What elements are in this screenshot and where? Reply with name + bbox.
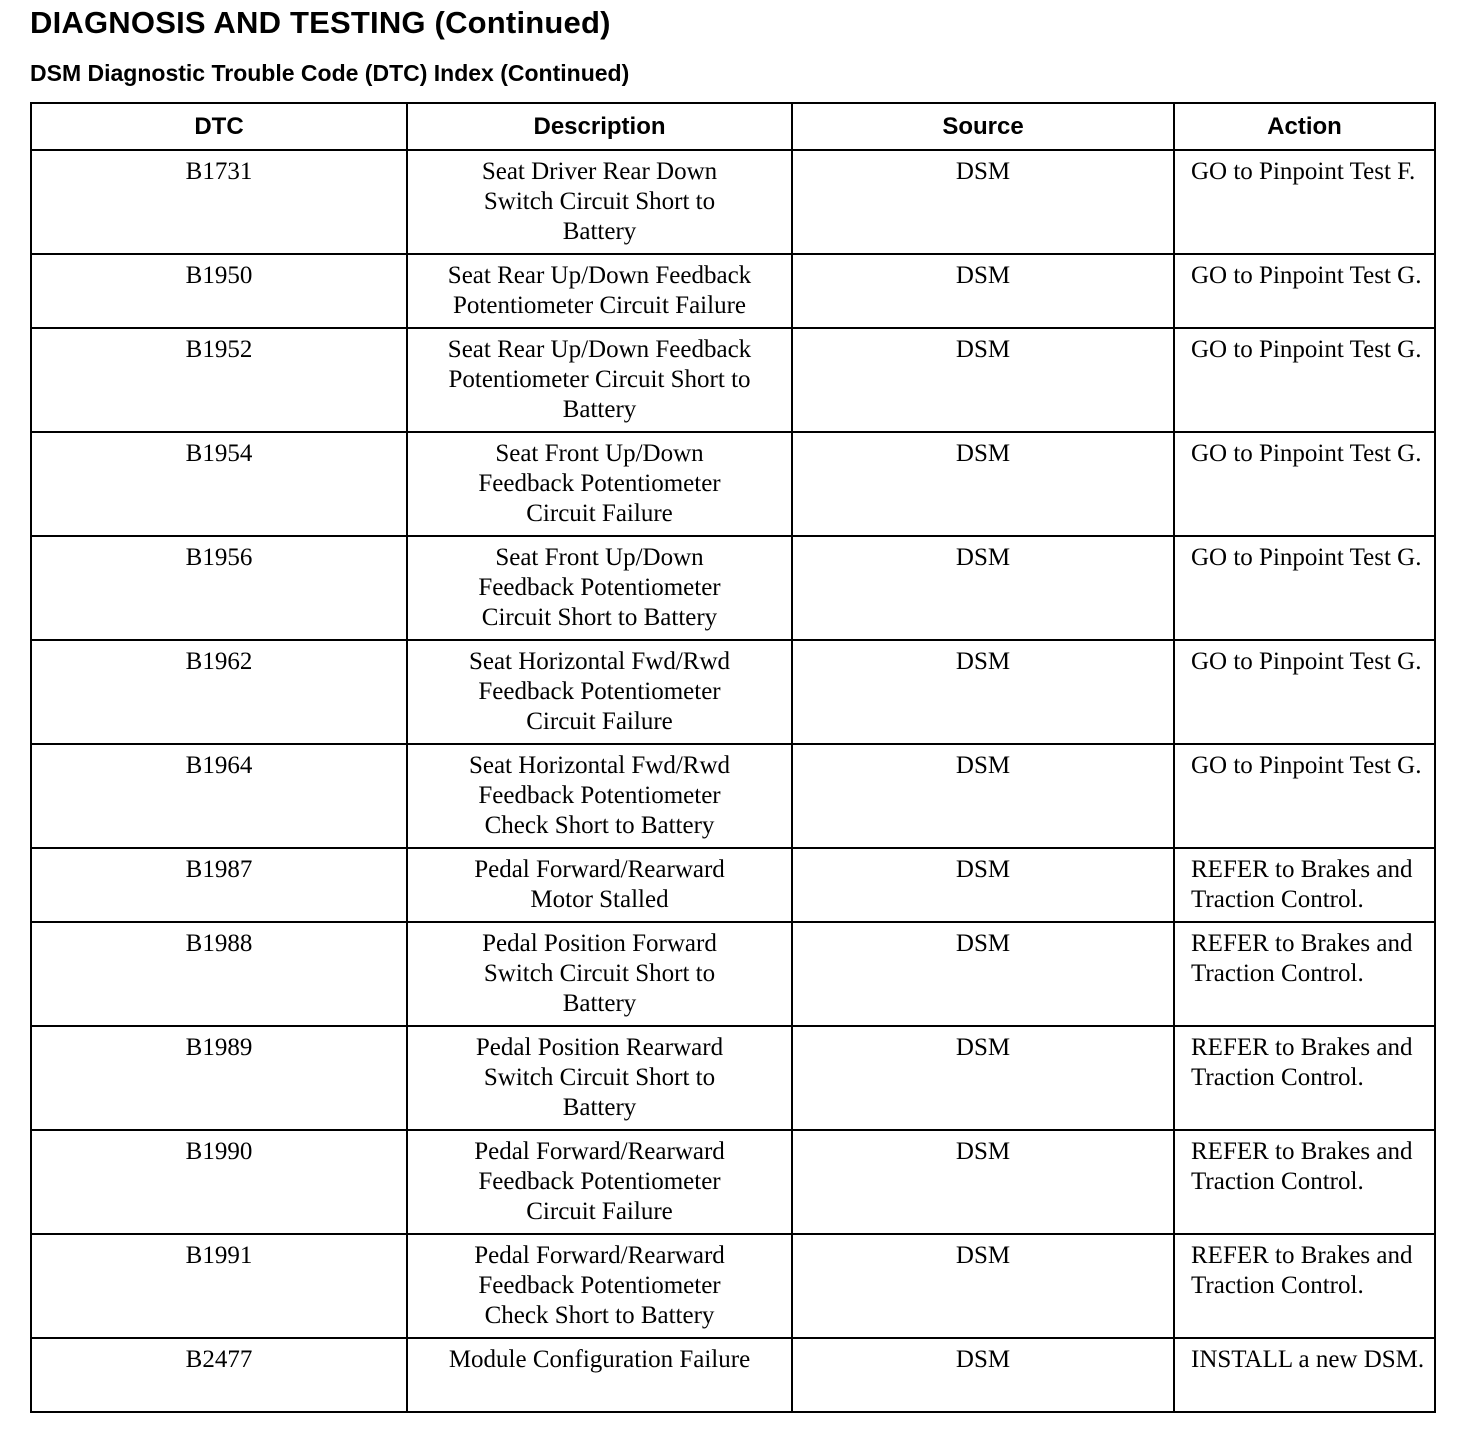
dtc-code: B1991 bbox=[31, 1234, 407, 1338]
dtc-source: DSM bbox=[792, 744, 1174, 848]
header-source: Source bbox=[792, 103, 1174, 150]
dtc-action: REFER to Brakes and Traction Control. bbox=[1174, 848, 1435, 922]
dtc-description bbox=[407, 922, 792, 1026]
description-text: Seat Horizontal Fwd/Rwd Feedback Potentiometer Check Short to Battery bbox=[468, 752, 731, 839]
dtc-description bbox=[407, 640, 792, 744]
dtc-description bbox=[407, 1338, 792, 1412]
dtc-action: GO to Pinpoint Test G. bbox=[1174, 536, 1435, 640]
description-text: Module Configuration Failure bbox=[448, 1346, 751, 1373]
table-row bbox=[31, 744, 1435, 848]
description-text: Pedal Position Rearward Switch Circuit Short to Battery bbox=[475, 1034, 724, 1121]
dtc-action: GO to Pinpoint Test G. bbox=[1174, 328, 1435, 432]
header-action: Action bbox=[1174, 103, 1435, 150]
description-text: Seat Horizontal Fwd/Rwd Feedback Potentiometer Circuit Failure bbox=[468, 648, 731, 735]
dtc-action: REFER to Brakes and Traction Control. bbox=[1174, 1234, 1435, 1338]
table-header-row bbox=[31, 103, 1435, 150]
description-text: Seat Driver Rear Down Switch Circuit Short to Battery bbox=[481, 158, 718, 245]
dtc-description bbox=[407, 254, 792, 328]
dtc-description bbox=[407, 328, 792, 432]
dtc-code: B1990 bbox=[31, 1130, 407, 1234]
dtc-action: GO to Pinpoint Test G. bbox=[1174, 744, 1435, 848]
dtc-source: DSM bbox=[792, 536, 1174, 640]
dtc-source: DSM bbox=[792, 848, 1174, 922]
table-row bbox=[31, 1026, 1435, 1130]
dtc-source: DSM bbox=[792, 1234, 1174, 1338]
dtc-code: B1731 bbox=[31, 150, 407, 254]
dtc-source: DSM bbox=[792, 1338, 1174, 1412]
dtc-code: B2477 bbox=[31, 1338, 407, 1412]
header-dtc: DTC bbox=[31, 103, 407, 150]
table-row bbox=[31, 1130, 1435, 1234]
dtc-code: B1952 bbox=[31, 328, 407, 432]
dtc-action: GO to Pinpoint Test G. bbox=[1174, 432, 1435, 536]
table-row bbox=[31, 640, 1435, 744]
dtc-source: DSM bbox=[792, 432, 1174, 536]
table-row bbox=[31, 536, 1435, 640]
dtc-action: GO to Pinpoint Test F. bbox=[1174, 150, 1435, 254]
dtc-description bbox=[407, 432, 792, 536]
table-row bbox=[31, 254, 1435, 328]
description-text: Seat Rear Up/Down Feedback Potentiometer Circuit Failure bbox=[447, 262, 752, 319]
dtc-description bbox=[407, 1130, 792, 1234]
dtc-description bbox=[407, 1026, 792, 1130]
dtc-index-table bbox=[30, 102, 1436, 1413]
dtc-action: GO to Pinpoint Test G. bbox=[1174, 254, 1435, 328]
dtc-code: B1954 bbox=[31, 432, 407, 536]
description-text: Pedal Position Forward Switch Circuit Short to Battery bbox=[482, 930, 717, 1017]
description-text: Seat Front Up/Down Feedback Potentiometer Circuit Short to Battery bbox=[478, 544, 721, 631]
header-description: Description bbox=[407, 103, 792, 150]
dtc-code: B1950 bbox=[31, 254, 407, 328]
table-row bbox=[31, 1338, 1435, 1412]
section-title: DSM Diagnostic Trouble Code (DTC) Index (Continued) bbox=[30, 60, 630, 86]
dtc-source: DSM bbox=[792, 640, 1174, 744]
description-text: Pedal Forward/Rearward Feedback Potentiometer Circuit Failure bbox=[474, 1138, 725, 1225]
dtc-source: DSM bbox=[792, 1026, 1174, 1130]
description-text: Seat Front Up/Down Feedback Potentiometer Circuit Failure bbox=[478, 440, 721, 527]
description-text: Seat Rear Up/Down Feedback Potentiometer Circuit Short to Battery bbox=[447, 336, 752, 423]
dtc-source: DSM bbox=[792, 328, 1174, 432]
dtc-code: B1989 bbox=[31, 1026, 407, 1130]
dtc-code: B1964 bbox=[31, 744, 407, 848]
dtc-code: B1988 bbox=[31, 922, 407, 1026]
dtc-source: DSM bbox=[792, 922, 1174, 1026]
dtc-code: B1987 bbox=[31, 848, 407, 922]
table-row bbox=[31, 150, 1435, 254]
dtc-action: INSTALL a new DSM. bbox=[1174, 1338, 1435, 1412]
dtc-description bbox=[407, 1234, 792, 1338]
dtc-action: REFER to Brakes and Traction Control. bbox=[1174, 1130, 1435, 1234]
table-row bbox=[31, 922, 1435, 1026]
dtc-description bbox=[407, 848, 792, 922]
dtc-description bbox=[407, 744, 792, 848]
table-row bbox=[31, 432, 1435, 536]
dtc-action: GO to Pinpoint Test G. bbox=[1174, 640, 1435, 744]
page-title: DIAGNOSIS AND TESTING (Continued) bbox=[30, 5, 611, 40]
dtc-action: REFER to Brakes and Traction Control. bbox=[1174, 922, 1435, 1026]
dtc-description bbox=[407, 150, 792, 254]
description-text: Pedal Forward/Rearward Motor Stalled bbox=[474, 856, 725, 913]
dtc-source: DSM bbox=[792, 254, 1174, 328]
description-text: Pedal Forward/Rearward Feedback Potentiometer Check Short to Battery bbox=[474, 1242, 725, 1329]
dtc-code: B1956 bbox=[31, 536, 407, 640]
table-row bbox=[31, 1234, 1435, 1338]
table-row bbox=[31, 328, 1435, 432]
dtc-action: REFER to Brakes and Traction Control. bbox=[1174, 1026, 1435, 1130]
dtc-source: DSM bbox=[792, 150, 1174, 254]
dtc-description bbox=[407, 536, 792, 640]
table-row bbox=[31, 848, 1435, 922]
dtc-code: B1962 bbox=[31, 640, 407, 744]
dtc-source: DSM bbox=[792, 1130, 1174, 1234]
